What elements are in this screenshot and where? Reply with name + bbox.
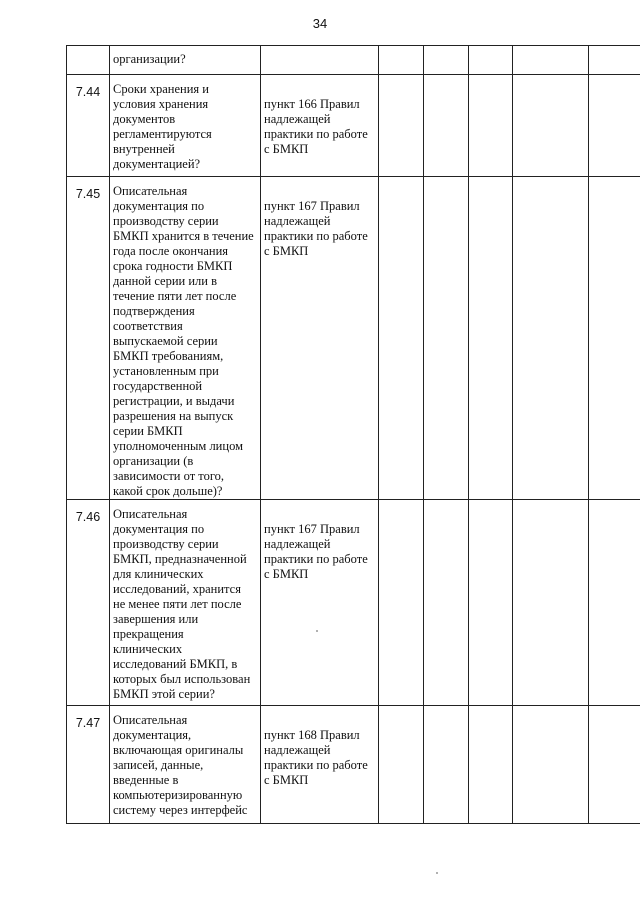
empty-cell: [424, 75, 469, 177]
empty-cell: [469, 500, 513, 706]
empty-cell: [513, 46, 589, 75]
table-row: [67, 177, 640, 500]
page-number: 34: [312, 16, 328, 31]
question-text: Описательная документация по производству серии БМКП, предназначенной для клинических исследований, хранится не менее пяти лет после завершения или прекращения клинических исследований БМКП, в которых был использован БМКП этой серии?: [110, 500, 261, 706]
row-number: 7.46: [67, 500, 110, 706]
scan-speck: [436, 872, 438, 874]
reference-text: пункт 168 Правил надлежащей практики по работе с БМКП: [261, 706, 379, 824]
table-row: [67, 706, 640, 824]
empty-cell: [379, 177, 424, 500]
empty-cell: [589, 706, 640, 824]
reference-text: пункт 166 Правил надлежащей практики по работе с БМКП: [261, 75, 379, 177]
empty-cell: [424, 500, 469, 706]
scan-speck: [316, 630, 318, 632]
empty-cell: [513, 706, 589, 824]
reference-text: пункт 167 Правил надлежащей практики по работе с БМКП: [261, 500, 379, 706]
empty-cell: [589, 46, 640, 75]
empty-cell: [379, 46, 424, 75]
checklist-table: [66, 45, 640, 824]
empty-cell: [379, 706, 424, 824]
empty-cell: [469, 75, 513, 177]
empty-cell: [469, 177, 513, 500]
row-number: 7.44: [67, 75, 110, 177]
row-number: 7.47: [67, 706, 110, 824]
empty-cell: [589, 177, 640, 500]
empty-cell: [379, 500, 424, 706]
table-row: [67, 75, 640, 177]
question-text: Описательная документация, включающая оригиналы записей, данные, введенные в компьютеризированную систему через интерфейс: [110, 706, 261, 824]
question-text: организации?: [110, 46, 261, 75]
empty-cell: [513, 500, 589, 706]
question-text: Сроки хранения и условия хранения документов регламентируются внутренней документацией?: [110, 75, 261, 177]
question-text: Описательная документация по производству серии БМКП хранится в течение года после окончания срока годности БМКП данной серии или в течение пяти лет после подтверждения соответствия выпускаемой серии БМКП требованиям, установленным при государственной регистрации, и выдачи разрешения на выпуск серии БМКП уполномоченным лицом организации (в зависимости от того, какой срок дольше)?: [110, 177, 261, 500]
empty-cell: [469, 706, 513, 824]
table-row: [67, 500, 640, 706]
empty-cell: [513, 177, 589, 500]
empty-cell: [424, 46, 469, 75]
reference-text: пункт 167 Правил надлежащей практики по работе с БМКП: [261, 177, 379, 500]
reference-text: [261, 46, 379, 75]
empty-cell: [424, 177, 469, 500]
empty-cell: [589, 75, 640, 177]
empty-cell: [424, 706, 469, 824]
empty-cell: [513, 75, 589, 177]
empty-cell: [469, 46, 513, 75]
empty-cell: [379, 75, 424, 177]
row-number: 7.45: [67, 177, 110, 500]
row-number: [67, 46, 110, 75]
table-row: [67, 46, 640, 75]
empty-cell: [589, 500, 640, 706]
